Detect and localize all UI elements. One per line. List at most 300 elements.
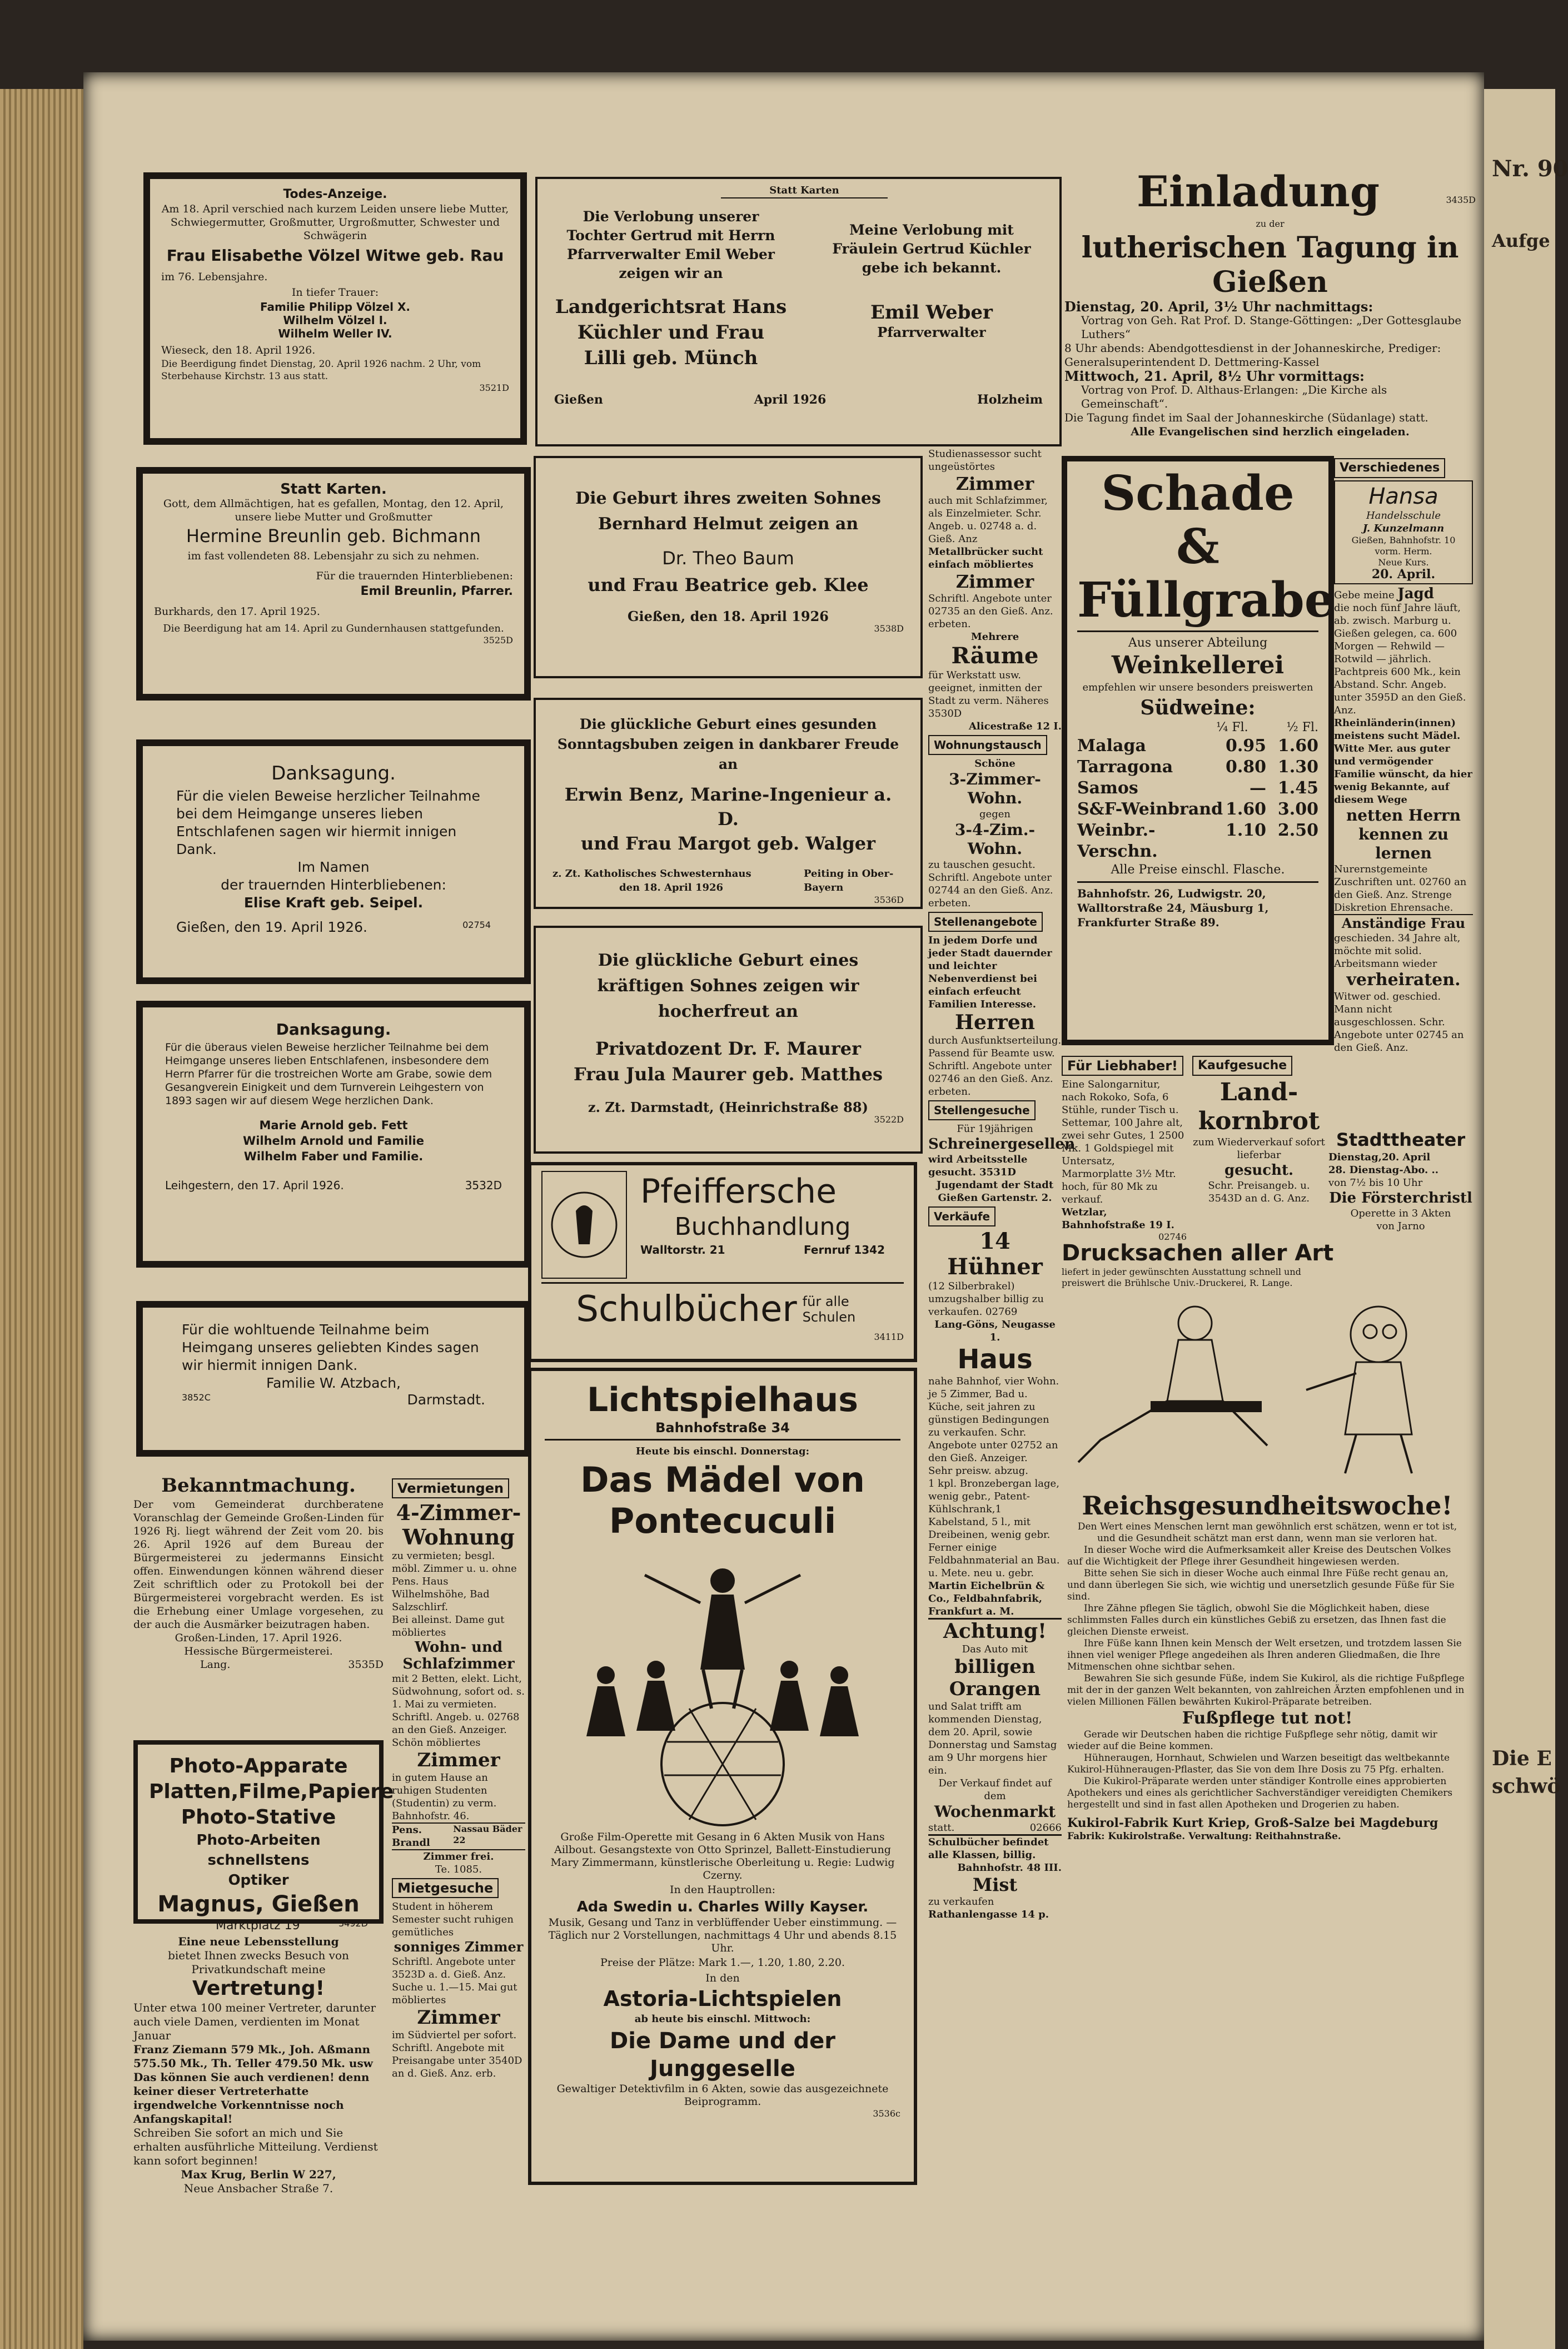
verschiedenes-header: Verschiedenes — [1334, 458, 1445, 478]
schade-wk: Weinkellerei — [1111, 651, 1285, 679]
price-row-quarter: 0.80 — [1225, 757, 1267, 777]
schade-f1: ¼ Fl. — [1216, 721, 1248, 734]
bekannt-name: Lang. — [200, 1658, 231, 1671]
versch-h9: Anständige Frau — [1334, 914, 1473, 932]
schade-price-table — [1077, 736, 1318, 862]
price-row-name: S&F-Weinbrand — [1077, 799, 1223, 819]
c3-t4: Schriftl. Angebote unter 02735 an den Gieß. Anz. erbeten. — [928, 593, 1053, 630]
versch-t6: Witwer od. geschied. Mann nicht ausgeschlossen. Schr. Angebote unter 02745 an den Gieß. Anz. — [1334, 991, 1464, 1054]
c3-t12: Für 19jährigen — [957, 1123, 1033, 1135]
hansa-h2: J. Kunzelmann — [1362, 523, 1445, 534]
photo-l1: Photo-Apparate — [169, 1755, 348, 1777]
verlobung-city2: Holzheim — [977, 393, 1043, 407]
c3-t15: (12 Silberbrakel) umzugshalber billig zu verkaufen. 02769 — [928, 1280, 1044, 1318]
geburt3-text: Die glückliche Geburt eines kräftigen Sohnes zeigen wir hocherfreut an — [597, 951, 859, 1021]
c3-h3: Räume — [951, 643, 1039, 669]
theater-d3: von 7½ bis 10 Uhr — [1328, 1177, 1423, 1189]
mietg-h1: sonniges Zimmer — [394, 1939, 524, 1955]
fragment-heading-3: schwö — [1492, 1775, 1561, 1798]
bichmann-signer: Emil Breunlin, Pfarrer. — [360, 584, 513, 598]
reichs-p6: Bewahren Sie sich gesunde Füße, indem Sie Kukirol, als die richtige Fußpflege mit der in der ganzen Welt bekannten, von zahlreichen Ärzten empfohlenen und in vielen Millionen Fällen bewährten Kukirol-Präparate betreiben. — [1067, 1673, 1465, 1707]
c3-t22: und Salat trifft am kommenden Dienstag, dem 20. April, sowie Donnerstag und Samstag am 9 Uhr morgens hier ein. — [928, 1701, 1057, 1776]
price-row-quarter: 1.10 — [1225, 821, 1267, 840]
price-row-name: Weinbr.-Verschn. — [1077, 821, 1158, 861]
reichs-p2: In dieser Woche wird die Aufmerksamkeit aller Kreise des Deutschen Volkes auf die Wichtigkeit der Pflege ihrer Gesundheit hingewiesen werden. — [1067, 1545, 1451, 1567]
schade-note: Alle Preise einschl. Flasche. — [1111, 863, 1285, 877]
einl-d1: Dienstag, 20. April, 3½ Uhr nachmittags: — [1064, 299, 1373, 315]
bekannt-date: Großen-Linden, 17. April 1926. — [175, 1632, 342, 1644]
geburt-maurer — [534, 926, 923, 1154]
verm-t2: Bei alleinst. Dame gut möbliertes — [392, 1614, 505, 1638]
price-row-name: Samos — [1077, 778, 1138, 798]
price-row-half: 1.45 — [1277, 778, 1318, 798]
c3-t27: zu verkaufen — [928, 1896, 994, 1908]
verlobung-city1: Gießen — [554, 393, 603, 407]
todes-name: Frau Elisabethe Völzel Witwe geb. Rau — [166, 246, 504, 265]
theater-d4: Operette in 3 Akten — [1350, 1208, 1451, 1219]
todes-code: 3521D — [479, 383, 509, 393]
geburt3-names1: Privatdozent Dr. F. Maurer — [595, 1038, 861, 1059]
dank2-title: Danksagung. — [276, 1020, 391, 1039]
kaufgesuche-header: Kaufgesuche — [1192, 1056, 1292, 1076]
kino-name: Lichtspielhaus — [587, 1380, 858, 1419]
vertretung-text: Unter etwa 100 meiner Vertreter, darunter auch viele Damen, verdienten im Monat Januar — [133, 2001, 376, 2042]
reichs-p1: Den Wert eines Menschen lernt man gewöhnlich erst schätzen, wenn er tot ist, und die Gesundheit schätzt man erst dann, wenn man sie verloren hat. — [1077, 1521, 1457, 1544]
schade-aus: Aus unserer Abteilung — [1128, 636, 1268, 650]
einl-a1: 8 Uhr abends: Abendgottesdienst in der Johanneskirche, Prediger: Generalsuperintendent D. Dettmering-Kassel — [1064, 341, 1441, 369]
c3-t18: Sehr preisw. abzug. — [928, 1465, 1028, 1477]
price-row-quarter: — — [1250, 778, 1267, 798]
price-row-name: Malaga — [1077, 736, 1146, 756]
pfeiffer-logo-icon — [548, 1178, 620, 1272]
verlobung-left: Die Verlobung unserer Tochter Gertrud mit Herrn Pfarrverwalter Emil Weber zeigen wir an — [566, 208, 775, 281]
hansa-anzeige — [1334, 480, 1473, 584]
kauf-h2: kornbrot — [1198, 1107, 1320, 1135]
mietg-t3: im Südviertel per sofort. Schriftl. Angebote mit Preisangabe unter 3540D an d. Gieß. Anz. erb. — [392, 2029, 522, 2079]
schade-f2: ½ Fl. — [1286, 721, 1318, 734]
schade-fuellgrabe-anzeige — [1062, 456, 1334, 1045]
versch-t5: geschieden. 34 Jahre alt, möchte mit solid. Arbeitsmann wieder — [1334, 932, 1461, 970]
dank3-signer: Familie W. Atzbach, — [266, 1375, 401, 1391]
hansa-h4: vorm. Herm. — [1375, 546, 1432, 557]
pfeiffer-name2: Buchhandlung — [674, 1213, 851, 1241]
kino-music: Musik, Gesang und Tanz in verblüffender Ueber einstimmung. — Täglich nur 2 Vorstellungen, nachmittags 4 Uhr und abends 8.15 Uhr. — [548, 1916, 897, 1954]
c3-t9: zu tauschen gesucht. Schriftl. Angebote unter 02744 an den Gieß. Anz. erbeten. — [928, 859, 1053, 909]
vertretung-head: Eine neue Lebensstellung — [178, 1935, 339, 1948]
dank3-text: Für die wohltuende Teilnahme beim Heimgang unseres geliebten Kindes sagen wir hiermit innigen Dank. — [182, 1322, 479, 1373]
c3-t3: Metallbrücker sucht einfach möbliertes — [928, 546, 1043, 570]
todes-age: im 76. Lebensjahre. — [161, 271, 268, 283]
cartoon-illustration — [1067, 1295, 1467, 1479]
geburt1-code: 3538D — [874, 623, 904, 634]
pfeiffer-schul: Schulbücher — [576, 1289, 797, 1330]
verm-pens: Pens. Brandl — [392, 1824, 430, 1849]
schade-sud: Südweine: — [1140, 696, 1256, 719]
geburt-baum — [534, 456, 923, 678]
vertretung-addr: Max Krug, Berlin W 227, — [181, 2168, 336, 2181]
kauf-h3: gesucht. — [1224, 1162, 1294, 1179]
verlobung-parents: Landgerichtsrat Hans Küchler und Frau Lilli geb. Münch — [555, 296, 787, 369]
price-row-half: 2.50 — [1277, 821, 1318, 840]
c3-t10: In jedem Dorfe und jeder Stadt dauernder und leichter Nebenverdienst bei einfach erfeucht Familien Interesse. — [928, 935, 1052, 1010]
fragment-heading-2: Die E — [1492, 1747, 1552, 1770]
c3-h8: 14 Hühner — [947, 1228, 1043, 1280]
verm-h2: Wohn- und Schlafzimmer — [402, 1639, 515, 1672]
geburt2-home: Peiting in Ober-Bayern — [804, 868, 894, 893]
c3-h12: Wochenmarkt — [934, 1802, 1056, 1821]
c3-h10: Achtung! — [928, 1618, 1062, 1643]
geburt1-names1: Dr. Theo Baum — [662, 548, 794, 569]
c3-t2: auch mit Schlafzimmer, als Einzelmieter. Schr. Angeb. u. 02748 a. d. Gieß. Anz — [928, 495, 1048, 545]
bekannt-code: 3535D — [348, 1658, 384, 1671]
c3-h2: Zimmer — [955, 571, 1034, 592]
c3-t8: gegen — [979, 808, 1011, 820]
einl-zu: zu der — [1256, 218, 1285, 229]
einl-v1: Vortrag von Geh. Rat Prof. D. Stange-Göttingen: „Der Gottesglaube Luthers“ — [1081, 314, 1462, 341]
pfeiffer-tel: Fernruf 1342 — [804, 1243, 885, 1257]
vertretung-anzeige — [133, 1935, 384, 2196]
c3-h9: Haus — [957, 1344, 1033, 1375]
verm-nassau: Nassau Bäder 22 — [453, 1824, 522, 1845]
geburt3-names2: Frau Jula Maurer geb. Matthes — [574, 1064, 883, 1085]
bekannt-text: Der vom Gemeinderat durchberatene Voranschlag der Gemeinde Großen-Linden für 1926 Rj. liegt während der Zeit vom 20. bis 26. April 1926 auf dem Bureau der Bürgermeisterei zu jedermanns Einsicht offen. Einwendungen können während dieser Zeit schriftlich oder zu Protokoll bei der Bürgermeisterei vorgebracht werden. Es ist die Erhebung einer Umlage vorgesehen, zu der auch die Ausmärker beizutragen haben. — [133, 1498, 384, 1631]
verkaeufe-header: Verkäufe — [928, 1206, 995, 1226]
price-row — [1077, 778, 1318, 799]
kleinanzeigen-column — [928, 448, 1075, 1921]
price-row-half: 1.30 — [1277, 757, 1318, 777]
stellengesuche-header: Stellengesuche — [928, 1100, 1036, 1120]
dank1-code: 02754 — [462, 920, 491, 930]
geburt3-code: 3522D — [874, 1114, 904, 1125]
dank2-code: 3532D — [465, 1179, 502, 1192]
kino-in: In den — [705, 1972, 740, 1984]
todes-anzeige — [143, 172, 527, 445]
verm-h3: Zimmer — [417, 1749, 500, 1771]
verlobung-groom-title: Pfarrverwalter — [877, 324, 986, 340]
theater-d2: 28. Dienstag-Abo. .. — [1328, 1164, 1439, 1176]
danksagung-kraft — [136, 739, 531, 984]
todes-burial: Die Beerdigung findet Dienstag, 20. April 1926 nachm. 2 Uhr, vom Sterbehause Kirchstr. 13 aus statt. — [161, 359, 481, 382]
c3-t6: für Werkstatt usw. geeignet, inmitten der Stadt zu verm. Näheres 3530D — [928, 669, 1049, 719]
todes-place: Wieseck, den 18. April 1926. — [161, 344, 316, 356]
price-row — [1077, 820, 1318, 862]
theater-title: Stadttheater — [1336, 1129, 1466, 1150]
kino-today: Heute bis einschl. Donnerstag: — [635, 1446, 810, 1457]
kino-anzeige — [528, 1368, 917, 2185]
versch-t3: Rheinländerin(innen) meistens sucht Mädel. Witte Mer. aus guter und vermögender Familie wünscht, da hier wenig Bekannte, auf diesem Wege — [1334, 717, 1472, 806]
todes-text: Am 18. April verschied nach kurzem Leiden unsere liebe Mutter, Schwiegermutter, Großmutter, Urgroßmutter, Schwester und Schwägerin — [161, 203, 509, 242]
dank2-s3: Wilhelm Faber und Familie. — [243, 1150, 424, 1163]
book-spine — [0, 89, 83, 2349]
bekannt-title: Bekanntmachung. — [161, 1474, 356, 1497]
reichs-p3: Bitte sehen Sie sich in dieser Woche auch einmal Ihre Füße recht genau an, und dann überlegen Sie sich, wie wichtig und unersetzlich gesunde Füße für Sie sind. — [1067, 1568, 1455, 1602]
c3-t25: Schulbücher befindet alle Klassen, billig. — [928, 1834, 1062, 1861]
c3-h6: Herren — [955, 1011, 1035, 1034]
c3-t5: Mehrere — [970, 631, 1019, 643]
todes-fam2: Wilhelm Völzel I. — [283, 314, 387, 327]
bichmann-code: 3525D — [483, 635, 513, 645]
kino-desc2: Gewaltiger Detektivfilm in 6 Akten, sowie das ausgezeichnete Beiprogramm. — [556, 2083, 889, 2108]
schade-title1: Schade & — [1101, 465, 1295, 575]
vertretung-bold: Das können Sie auch verdienen! denn keiner dieser Vertreterhatte irgendwelche Vorkenntnisse noch Anfangskapital! — [133, 2070, 370, 2125]
hansa-h3: Gießen, Bahnhofstr. 10 — [1351, 535, 1456, 545]
dancers-illustration — [545, 1542, 900, 1831]
todes-mourn: In tiefer Trauer: — [291, 286, 379, 299]
kino-prices: Preise der Plätze: Mark 1.—, 1.20, 1.80, 2.20. — [600, 1956, 845, 1969]
kaufgesuche-anzeige — [1192, 1054, 1326, 1205]
verlobung-head: Statt Karten — [721, 183, 888, 198]
versch-t1: Gebe meine — [1334, 589, 1395, 601]
geburt2-date: den 18. April 1926 — [619, 882, 724, 893]
kino-astoria: Astoria-Lichtspielen — [603, 1987, 842, 2011]
c3-t16: Lang-Göns, Neugasse 1. — [934, 1319, 1056, 1343]
c3-t11: durch Ausfunktserteilung. Passend für Beamte usw. Schriftl. Angebote unter 02746 an den Gieß. Anz. erbeten. — [928, 1035, 1062, 1097]
einl-all: Alle Evangelischen sind herzlich eingeladen. — [1131, 425, 1410, 438]
kino-addr: Bahnhofstraße 34 — [655, 1420, 790, 1436]
c3-t13: wird Arbeitsstelle gesucht. 3531D — [928, 1154, 1028, 1178]
verlobung-right: Meine Verlobung mit Fräulein Gertrud Küchler gebe ich bekannt. — [832, 222, 1031, 276]
bichmann-name: Hermine Breunlin geb. Bichmann — [186, 525, 481, 547]
verm-frei: Zimmer frei. — [423, 1851, 494, 1863]
geburt2-loc: z. Zt. Katholisches Schwesternhaus — [552, 868, 751, 880]
kukirol-illustration — [1067, 1295, 1467, 1479]
theater-play: Die Försterchristl — [1329, 1190, 1472, 1206]
dank1-mourn: der trauernden Hinterbliebenen: — [221, 877, 446, 893]
einl-code: 3435D — [1446, 195, 1476, 205]
dank1-title: Danksagung. — [271, 762, 396, 784]
bekanntmachung — [133, 1473, 384, 1671]
right-page-fragment — [1484, 89, 1568, 2349]
versch-h7: netten Herrn — [1346, 806, 1461, 825]
versch-t4: Nurernstgemeinte Zuschriften unt. 02760 an den Gieß. Anz. Strenge Diskretion Ehrensache. — [1334, 863, 1467, 913]
verlobung-anzeige — [535, 177, 1062, 446]
kino-illustration — [545, 1542, 900, 1831]
versch-j1: Jagd — [1397, 585, 1434, 602]
pfeiffer-code: 3411D — [874, 1332, 904, 1342]
price-row-quarter: 1.60 — [1225, 799, 1267, 819]
dank3-place: Darmstadt. — [407, 1392, 485, 1408]
photo-l3: Photo-Stative — [181, 1806, 336, 1829]
geburt2-names2: und Frau Margot geb. Walger — [581, 833, 875, 854]
vertretung-addr2: Neue Ansbacher Straße 7. — [183, 2182, 333, 2195]
einladung-anzeige — [1064, 167, 1476, 439]
verm-h1: 4-Zimmer-Wohnung — [396, 1500, 521, 1550]
pfeiffer-anzeige — [528, 1162, 917, 1362]
vertretung-sub: bietet Ihnen zwecks Besuch von Privatkundschaft meine — [168, 1949, 349, 1976]
verlobung-date: April 1926 — [754, 393, 827, 407]
hansa-h5: Neue Kurs. — [1378, 557, 1429, 568]
verschiedenes-column — [1334, 456, 1473, 1054]
dank3-code: 3852C — [182, 1392, 211, 1403]
versch-t2: die noch fünf Jahre läuft, ab. zwisch. Marburg u. Gießen gelegen, ca. 600 Morgen — Rehwild — Rotwild — jährlich. Pachtpreis 600 Mk., kein Abstand. Schr. Angeb. unter 3595D an den Gieß. Anz. — [1334, 602, 1466, 716]
drucksachen-anzeige — [1062, 1240, 1473, 1289]
mietg-h2: Zimmer — [417, 2007, 500, 2029]
price-row-quarter: 0.95 — [1225, 736, 1267, 756]
bichmann-title: Statt Karten. — [280, 481, 387, 498]
reichs-p5: Ihre Füße kann Ihnen kein Mensch der Welt ersetzen, und trotzdem lassen Sie ihnen viel weniger Pflege angedeihen als Ihren anderen Gliedmaßen, die Ihre Mitmenschen ohne sichtbar sehen. — [1067, 1638, 1462, 1672]
price-row-half: 1.60 — [1277, 736, 1318, 756]
hansa-title: Hansa — [1368, 484, 1438, 509]
druck-sub: liefert in jeder gewünschten Ausstattung schnell und preiswert die Brühlsche Univ.-Druckerei, R. Lange. — [1062, 1267, 1301, 1288]
kino-desc: Große Film-Operette mit Gesang in 6 Akten Musik von Hans Ailbout. Gesangstexte von Otto Sprinzel, Ballett-Einstudierung Mary Zimmermann, künstlerische Oberleitung u. Regie: Ludwig Czerny. — [550, 1831, 895, 1881]
c3-t1: Studienassessor sucht ungeüstörtes — [928, 448, 1042, 473]
dank2-text: Für die überaus vielen Beweise herzlicher Teilnahme bei dem Heimgange unseres lieben Entschlafenen, insbesondere dem Herrn Pfarrer für die trostreichen Worte am Grabe, sowie dem Gesangverein Einigkeit und dem Turnverein Leihgestern von 1893 sagen wir auf diesem Wege herzlichen Dank. — [165, 1041, 492, 1107]
schade-emp: empfehlen wir unsere besonders preiswerten — [1082, 682, 1313, 693]
versch-h10: verheiraten. — [1346, 970, 1461, 990]
geburt-benz — [534, 698, 923, 909]
reichsgesundheitswoche-anzeige — [1067, 1490, 1467, 1843]
liebhaber-header: Für Liebhaber! — [1062, 1056, 1183, 1076]
dank1-place: Gießen, den 19. April 1926. — [176, 919, 367, 935]
c3-t23: Der Verkauf findet auf dem — [938, 1777, 1052, 1802]
photo-l2: Platten,Filme,Papiere — [149, 1780, 394, 1803]
versch-h8: kennen zu lernen — [1358, 825, 1449, 862]
photo-addr: Marktplatz 19 — [216, 1919, 300, 1933]
fragment-heading: Aufge — [1492, 230, 1550, 251]
reichs-h2: Fußpflege tut not! — [1182, 1709, 1353, 1728]
c3-t17: nahe Bahnhof, vier Wohn. je 5 Zimmer, Bad u. Küche, seit jahren zu günstigen Bedingungen zu verkaufen. Schr. Angebote unter 02752 an den Gieß. Anzeiger. — [928, 1375, 1059, 1464]
c3-t26: Bahnhofstr. 48 III. — [957, 1862, 1062, 1874]
vertretung-text2: Schreiben Sie sofort an mich und Sie erhalten ausführliche Mitteilung. Verdienst kann sofort beginnen! — [133, 2126, 378, 2167]
danksagung-arnold — [136, 1001, 531, 1268]
danksagung-atzbach — [136, 1301, 531, 1457]
hansa-h6: 20. April. — [1371, 567, 1436, 582]
c3-code: 02666 — [1029, 1822, 1062, 1834]
verm-tel: Te. 1085. — [435, 1864, 482, 1875]
geburt2-names1: Erwin Benz, Marine-Ingenieur a. D. — [564, 784, 892, 830]
wohnungstausch-header: Wohnungstausch — [928, 735, 1047, 755]
kauf-h1: Land- — [1219, 1078, 1298, 1106]
kauf-t2: Schr. Preisangeb. u. 3543D an d. G. Anz. — [1208, 1180, 1310, 1204]
reichs-firm2: Fabrik: Kukirolstraße. Verwaltung: Reithahnstraße. — [1067, 1831, 1341, 1842]
bichmann-mourn: Für die trauernden Hinterbliebenen: — [316, 570, 513, 582]
geburt1-place: Gießen, den 18. April 1926 — [628, 608, 829, 624]
kauf-t1: zum Wiederverkauf sofort lieferbar — [1193, 1136, 1325, 1161]
mietgesuche-header: Mietgesuche — [392, 1878, 499, 1898]
liebhaber-t1: Eine Salongarnitur, nach Rokoko, Sofa, 6 Stühle, runder Tisch u. Settemar, 100 Jahre alt, zwei sehr Gutes, 1 2500 Mk. 1 Goldspiegel mit Untersatz, Marmorplatte 3½ Mtr. hoch, für 80 Mk zu verkauf. — [1062, 1079, 1184, 1205]
c3-h1: Zimmer — [955, 473, 1034, 494]
vertretung-t2: 575.50 Mk., Th. Teller 479.50 Mk. usw — [133, 2057, 373, 2070]
kino-from: ab heute bis einschl. Mittwoch: — [634, 2013, 811, 2025]
mietg-t1: Student in höherem Semester sucht ruhigen gemütliches — [392, 1901, 514, 1938]
einl-d2: Mittwoch, 21. April, 8½ Uhr vormittags: — [1064, 368, 1365, 384]
todes-fam1: Familie Philipp Völzel X. — [260, 300, 410, 314]
kino-film2: Die Dame und der Junggeselle — [610, 2028, 835, 2082]
kino-stars: Ada Swedin u. Charles Willy Kayser. — [576, 1899, 869, 1915]
einl-note: Die Tagung findet im Saal der Johanneskirche (Südanlage) statt. — [1064, 411, 1428, 424]
bichmann-anzeige — [136, 467, 531, 701]
geburt1-text: Die Geburt ihres zweiten Sohnes Bernhard Helmut zeigen an — [575, 489, 881, 534]
dank1-text: Für die vielen Beweise herzlicher Teilnahme bei dem Heimgange unseres lieben Entschlafenen sagen wir hiermit innigen Dank. — [176, 788, 480, 857]
c3-t20: Martin Eichelbrün & Co., Feldbahnfabrik, Frankfurt a. M. — [928, 1580, 1045, 1617]
theater-d1: Dienstag,20. April — [1328, 1151, 1431, 1163]
liebhaber-anzeige — [1062, 1054, 1187, 1243]
reichs-p8: Hühneraugen, Hornhaut, Schwielen und Warzen beseitigt das weltbekannte Kukirol-Hühneraugen-Pflaster, das Sie von dem Ihre Dosis zu 75 Pfg. erhalten. — [1067, 1752, 1450, 1775]
liebhaber-addr: Wetzlar, Bahnhofstraße 19 I. — [1062, 1206, 1174, 1231]
vertretung-title: Vertretung! — [192, 1977, 325, 2000]
schade-title2: Füllgrabe — [1077, 572, 1335, 628]
c3-addr: Alicestraße 12 I. — [968, 721, 1062, 732]
schade-addr: Bahnhofstr. 26, Ludwigstr. 20, Walltorstraße 24, Mäusburg 1, Frankfurter Straße 89. — [1077, 887, 1269, 929]
hansa-h1: Handelsschule — [1366, 510, 1441, 522]
kino-roles: In den Hauptrollen: — [670, 1884, 775, 1896]
verm-t3: mit 2 Betten, elekt. Licht, Südwohnung, sofort od. s. 1. Mai zu vermieten. Schriftl. Angeb. u. 02768 an den Gieß. Anzeiger. Schön möbliertes — [392, 1673, 525, 1749]
geburt2-code: 3536D — [874, 895, 904, 905]
c3-h7: Schreinergesellen — [928, 1136, 1075, 1153]
bichmann-age: im fast vollendeten 88. Lebensjahr zu sich zu nehmen. — [187, 550, 480, 562]
price-row-half: 3.00 — [1277, 799, 1318, 819]
pfeiffer-alle: für alle Schulen — [802, 1294, 856, 1325]
geburt2-text: Die glückliche Geburt eines gesunden Sonntagsbuben zeigen in dankbarer Freude an — [557, 716, 899, 772]
price-row — [1077, 799, 1318, 820]
mietg-t2: Schriftl. Angebote unter 3523D a. d. Gieß. Anz. Suche u. 1.—15. Mai gut möbliertes — [392, 1956, 517, 2006]
verm-t4: in gutem Hause an ruhigen Studenten (Studentin) zu verm. Bahnhofstr. 46. — [392, 1772, 497, 1822]
liebhaber-code: 02746 — [1158, 1231, 1187, 1242]
dank1-inname: Im Namen — [297, 859, 370, 875]
verm-t1: zu vermieten; besgl. möbl. Zimmer u. u. ohne Pens. Haus Wilhelmshöhe, Bad Salzschlirf. — [392, 1550, 517, 1613]
photo-name: Magnus, Gießen — [157, 1891, 360, 1917]
stadttheater-anzeige — [1328, 1129, 1473, 1233]
geburt3-loc: z. Zt. Darmstadt, (Heinrichstraße 88) — [588, 1099, 868, 1115]
c3-t21: Das Auto mit — [962, 1643, 1028, 1655]
reichs-p7: Gerade wir Deutschen haben die richtige Fußpflege sehr nötig, damit wir wieder auf die Beine kommen. — [1067, 1729, 1437, 1752]
c3-h5: 3-4-Zim.-Wohn. — [954, 821, 1036, 858]
theater-d5: von Jarno — [1376, 1220, 1425, 1232]
bichmann-text: Gott, dem Allmächtigen, hat es gefallen, Montag, den 12. April, unsere liebe Mutter und Großmutter — [163, 498, 504, 523]
geburt1-names2: und Frau Beatrice geb. Klee — [588, 574, 869, 595]
c3-t24: statt. — [928, 1822, 955, 1834]
vermietungen-column — [392, 1476, 525, 2080]
bichmann-place: Burkhards, den 17. April 1925. — [154, 605, 320, 618]
bichmann-burial: Die Beerdigung hat am 14. April zu Gundernhausen stattgefunden. — [163, 623, 504, 634]
verlobung-groom: Emil Weber — [870, 301, 993, 324]
einl-sub: lutherischen Tagung in Gießen — [1081, 231, 1459, 299]
todes-title: Todes-Anzeige. — [283, 187, 387, 201]
reichs-p9: Die Kukirol-Präparate werden unter ständiger Kontrolle eines approbierten Apothekers und eines als gerichtlicher Sachverständiger vereidigten Chemikers hergestellt und sind in fast allen Apotheken und Drogerien zu haben. — [1067, 1776, 1453, 1810]
dank2-s1: Marie Arnold geb. Fett — [259, 1119, 408, 1132]
dank2-s2: Wilhelm Arnold und Familie — [243, 1134, 424, 1148]
vermietungen-header: Vermietungen — [392, 1478, 509, 1498]
reichs-title: Reichsgesundheitswoche! — [1082, 1491, 1453, 1521]
price-row — [1077, 736, 1318, 757]
c3-t14: Jugendamt der Stadt Gießen Gartenstr. 2. — [936, 1179, 1054, 1204]
price-row-name: Tarragona — [1077, 757, 1173, 777]
photo-anzeige — [133, 1740, 394, 1933]
pfeiffer-addr: Walltorstr. 21 — [640, 1243, 725, 1257]
kino-code: 3536c — [873, 2108, 900, 2119]
c3-h11: billigen Orangen — [949, 1656, 1041, 1700]
druck-title: Drucksachen aller Art — [1062, 1240, 1334, 1266]
dank1-signer: Elise Kraft geb. Seipel. — [243, 895, 424, 911]
todes-fam3: Wilhelm Weller IV. — [278, 327, 392, 340]
pfeiffer-name1: Pfeiffersche — [640, 1172, 837, 1211]
c3-t19: 1 kpl. Bronzebergan lage, wenig gebr., Patent-Kühlschrank,1 Kabelstand, 5 l., mit Dreibeinen, wenig gebr. Ferner einige Feldbahnmaterial an Bau. u. Mete. neu u. gebr. — [928, 1478, 1060, 1579]
vertretung-t1: Franz Ziemann 579 Mk., Joh. Aßmann — [133, 2043, 371, 2056]
photo-code: 3492D — [338, 1918, 368, 1929]
photo-l5: Optiker — [228, 1872, 289, 1889]
pfeiffer-logo — [541, 1171, 627, 1279]
page-number: Nr. 90 — [1492, 156, 1568, 182]
photo-l4: Photo-Arbeiten schnellstens — [196, 1832, 321, 1869]
reichs-firm: Kukirol-Fabrik Kurt Kriep, Groß-Salze bei Magdeburg — [1067, 1816, 1438, 1830]
einl-title: Einladung — [1137, 167, 1380, 216]
c3-t7: Schöne — [974, 758, 1016, 769]
price-row — [1077, 757, 1318, 778]
c3-t28: Rathanlengasse 14 p. — [928, 1909, 1049, 1920]
c3-h4: 3-Zimmer-Wohn. — [949, 770, 1041, 807]
kino-film: Das Mädel von Pontecuculi — [580, 1459, 865, 1541]
c3-h13: Mist — [972, 1874, 1018, 1895]
